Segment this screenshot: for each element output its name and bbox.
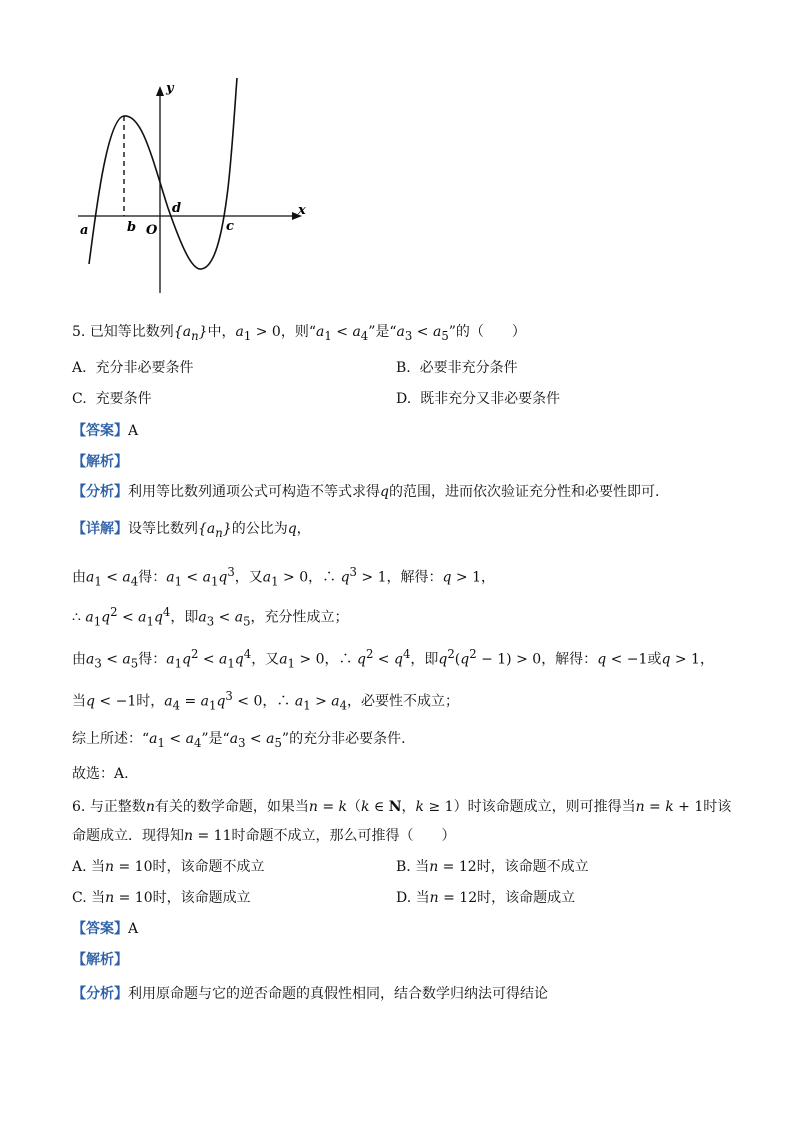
q5-line-3: ∴ $a_1q^2 < a_1q^4$，即$a_3 < a_5$，充分性成立； — [72, 605, 349, 629]
cubic-curve — [89, 78, 237, 269]
label-b: b — [127, 220, 137, 235]
q6-stem-line-2: 命题成立．现得知n = 11时命题不成立，那么可推得（ ） — [72, 828, 456, 844]
q6-fenxi: 【分析】利用原命题与它的逆否命题的真假性相同，结合数学归纳法可得结论 — [72, 986, 548, 1002]
q5-conclusion: 故选：A. — [72, 766, 129, 782]
label-o: O — [146, 223, 158, 238]
q5-analysis-tag: 【解析】 — [72, 454, 128, 470]
q5-answer: 【答案】A — [72, 423, 139, 439]
function-graph — [70, 78, 320, 300]
q5-option-a[interactable]: A. 充分非必要条件 — [72, 360, 194, 376]
q6-answer: 【答案】A — [72, 921, 139, 937]
x-axis-label: x — [298, 203, 306, 218]
q5-option-c[interactable]: C. 充要条件 — [72, 391, 152, 407]
y-axis-label: y — [166, 81, 174, 96]
q6-analysis-tag: 【解析】 — [72, 952, 128, 968]
q5-option-b[interactable]: B. 必要非充分条件 — [396, 360, 518, 376]
q5-stem: 5. 已知等比数列$\{a_n\}$中，$a_1 > 0$，则“$a_1 < a_4$”是“$a_3 < a_5$”的（ ） — [72, 324, 526, 343]
q6-option-b[interactable]: B. 当n = 12时，该命题不成立 — [396, 859, 589, 875]
q6-option-d[interactable]: D. 当n = 12时，该命题成立 — [396, 890, 576, 906]
q5-fenxi: 【分析】利用等比数列通项公式可构造不等式求得q的范围，进而依次验证充分性和必要性即可. — [72, 484, 660, 500]
q5-line-2: 由$a_1 < a_4$得：$a_1 < a_1q^3$，又$a_1 > 0$，∴ $q^3 > 1$，解得：q > 1， — [72, 565, 496, 589]
q5-line-4: 由$a_3 < a_5$得：$a_1q^2 < a_1q^4$，又$a_1 > 0$，∴ $q^2 < q^4$，即$q^2(q^2 - 1) > 0$，解得：q < −1或q > 1， — [72, 647, 714, 671]
q6-stem-line-1: 6. 与正整数n有关的数学命题，如果当n = k（k ∈ N，k ≥ 1）时该命题成立，则可推得当n = k + 1时该 — [72, 799, 732, 815]
label-a: a — [80, 223, 89, 238]
q6-option-a[interactable]: A. 当n = 10时，该命题不成立 — [72, 859, 265, 875]
q5-option-d[interactable]: D. 既非充分又非必要条件 — [396, 391, 561, 407]
q6-option-c[interactable]: C. 当n = 10时，该命题成立 — [72, 890, 251, 906]
label-d: d — [172, 201, 182, 216]
label-c: c — [226, 219, 234, 234]
q5-line-5: 当q < −1时，$a_4 = a_1q^3 < 0$，∴ $a_1 > a_4$，必要性不成立； — [72, 689, 460, 713]
y-axis-arrow-icon — [156, 86, 164, 96]
q5-xiangjie: 【详解】设等比数列$\{a_n\}$的公比为q， — [72, 521, 311, 540]
q5-line-6: 综上所述：“$a_1 < a_4$”是“$a_3 < a_5$”的充分非必要条件. — [72, 731, 406, 750]
